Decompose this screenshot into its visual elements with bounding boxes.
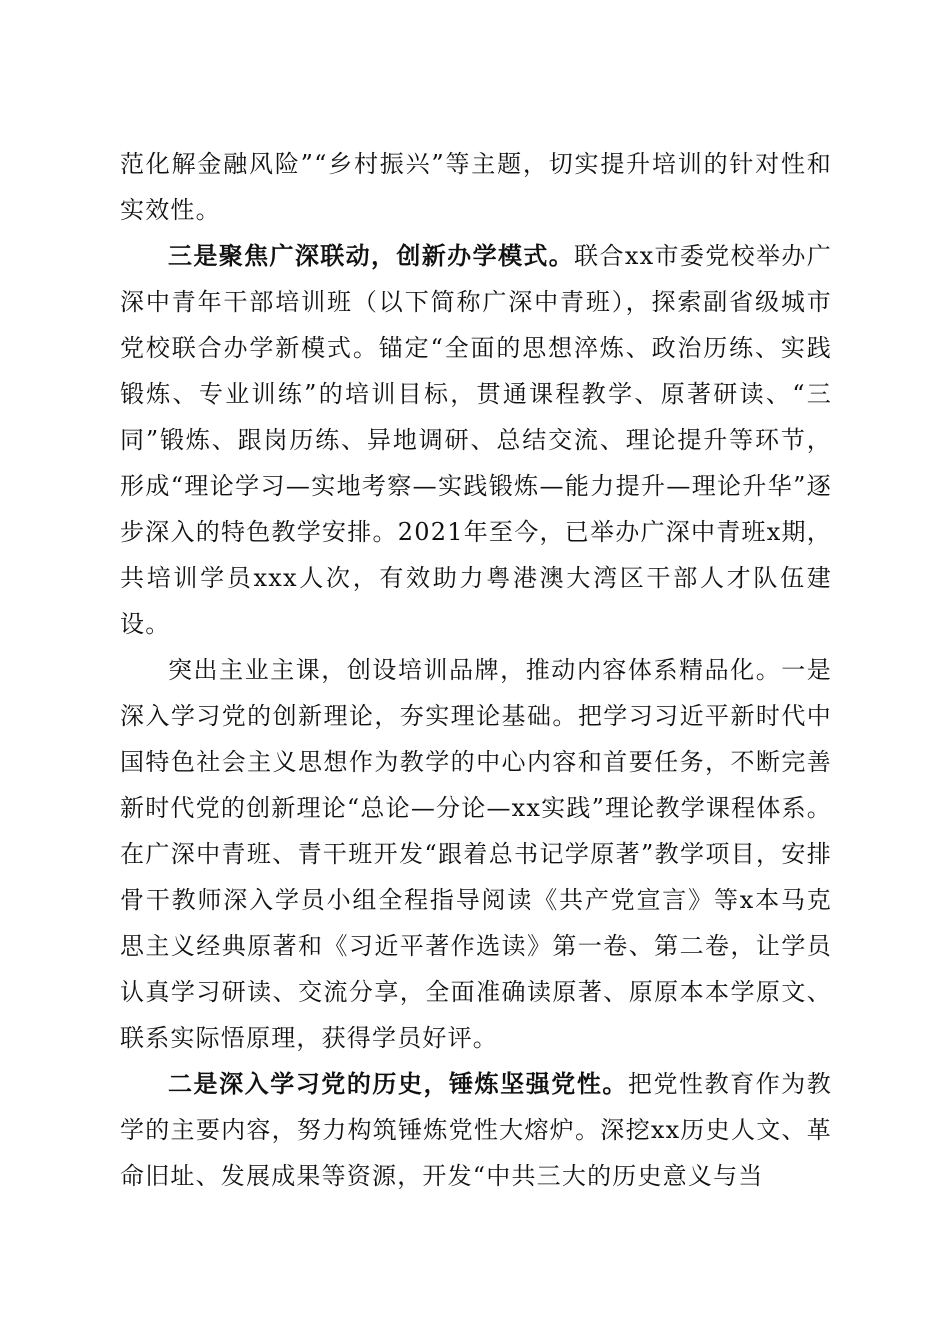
paragraph-lead-heading: 二是深入学习党的历史，锤炼坚强党性。 bbox=[168, 1070, 628, 1098]
paragraph-body-text: 把党性教育作为教学的主要内容，努力构筑锤炼党性大熔炉。深挖xx历史人文、革命旧址、发展成果等资源，开发“中共三大的历史意义与当 bbox=[120, 1070, 832, 1190]
paragraph-body-text: 突出主业主课，创设培训品牌，推动内容体系精品化。一是深入学习党的创新理论，夯实理论基础。把学习习近平新时代中国特色社会主义思想作为教学的中心内容和首要任务，不断完善新时代党的创新理论“总论—分论—xx实践”理论教学课程体系。在广深中青班、青干班开发“跟着总书记学原著”教学项目，安排骨干教师深入学员小组全程指导阅读《共产党宣言》等x本马克思主义经典原著和《习近平著作选读》第一卷、第二卷，让学员认真学习研读、交流分享，全面准确读原著、原原本本学原文、联系实际悟原理，获得学员好评。 bbox=[120, 656, 832, 1052]
paragraph-third-point bbox=[120, 233, 832, 647]
paragraph-body-text: 范化解金融风险”“乡村振兴”等主题，切实提升培训的针对性和实效性。 bbox=[120, 150, 832, 224]
paragraph-continuation bbox=[120, 141, 832, 233]
document-body bbox=[120, 141, 832, 1199]
paragraph-second-point bbox=[120, 1061, 832, 1199]
paragraph-lead-heading: 三是聚焦广深联动，创新办学模式。 bbox=[168, 242, 575, 270]
paragraph-body-text: 联合xx市委党校举办广深中青年干部培训班（以下简称广深中青班），探索副省级城市党校联合办学新模式。锚定“全面的思想淬炼、政治历练、实践锻炼、专业训练”的培训目标，贯通课程教学、原著研读、“三同”锻炼、跟岗历练、异地调研、总结交流、理论提升等环节，形成“理论学习—实地考察—实践锻炼—能力提升—理论升华”逐步深入的特色教学安排。2021年至今，已举办广深中青班x期，共培训学员xxx人次，有效助力粤港澳大湾区干部人才队伍建设。 bbox=[120, 242, 832, 638]
paragraph-main-section bbox=[120, 647, 832, 1061]
